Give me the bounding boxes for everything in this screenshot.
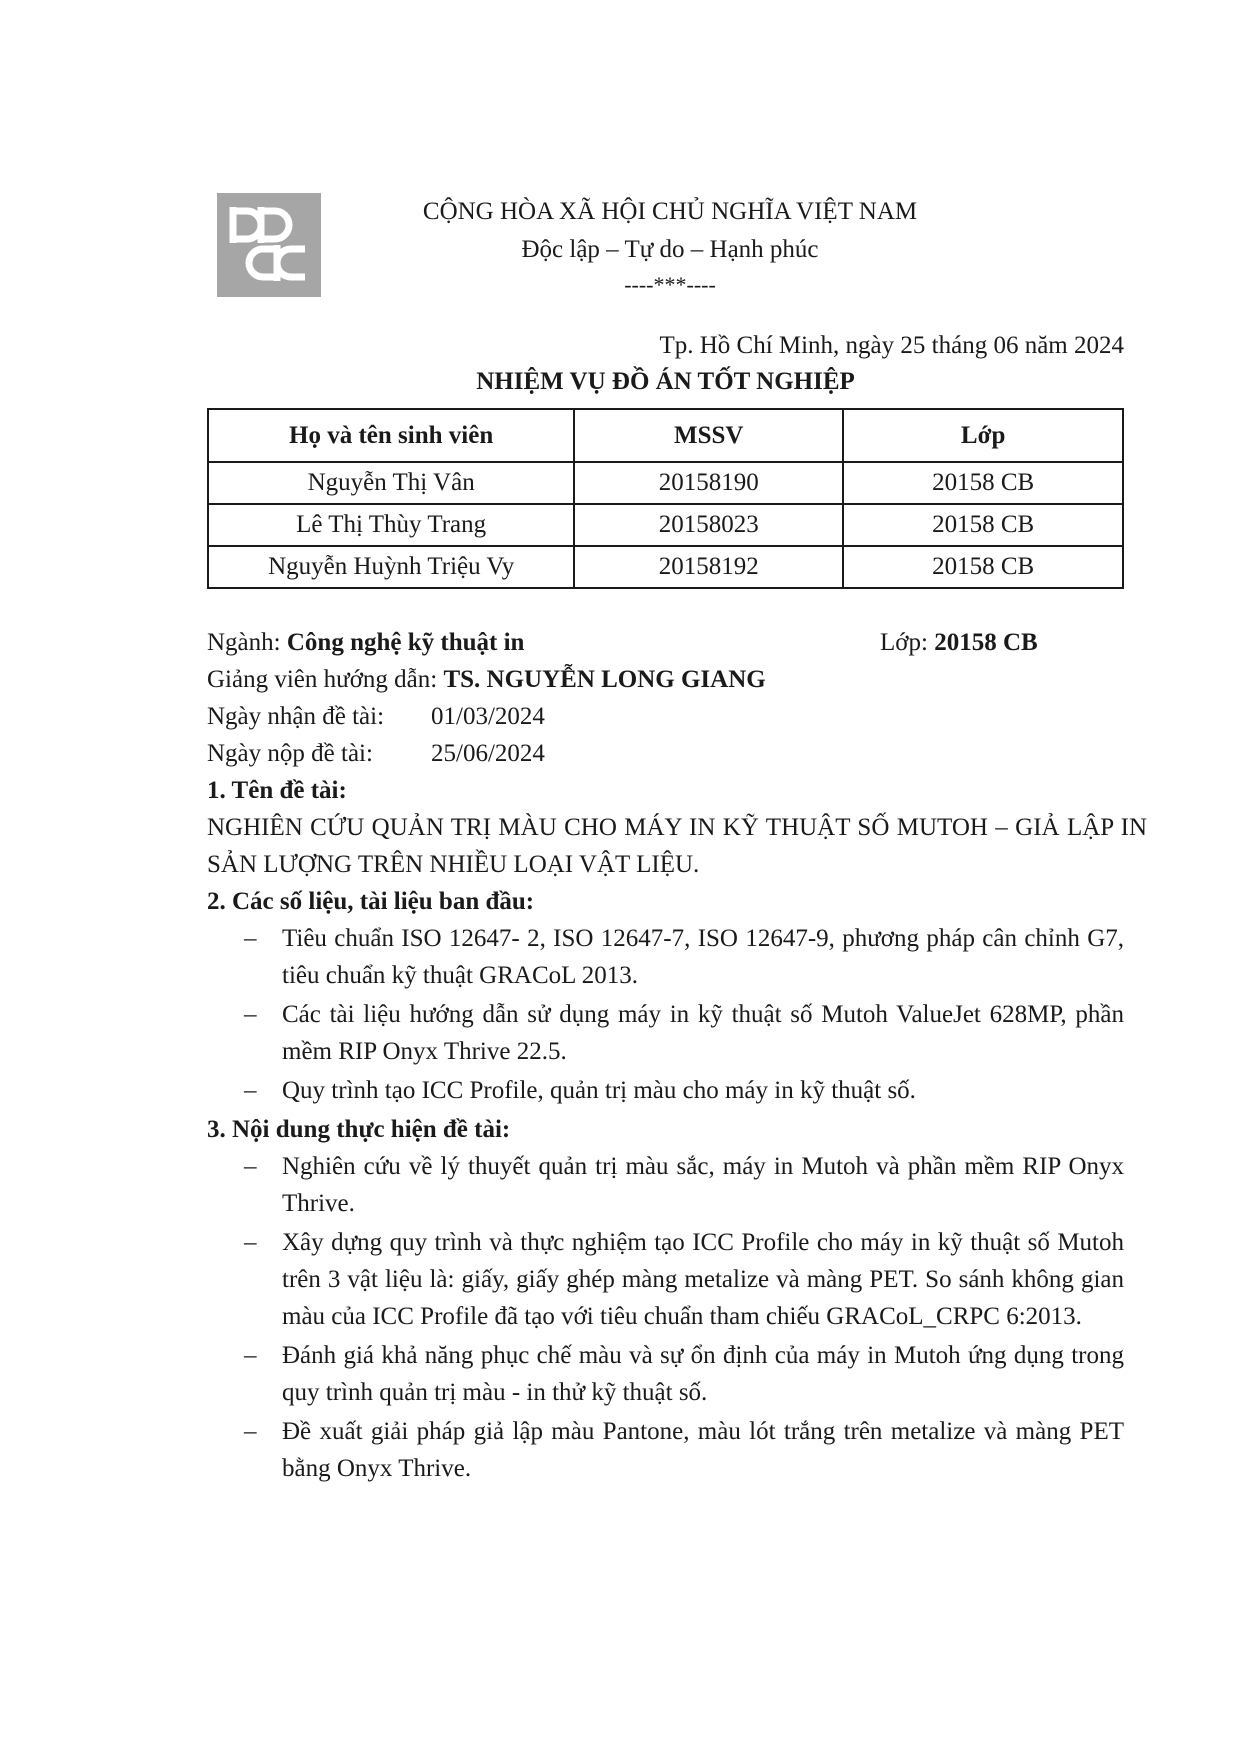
initial-data-list: [207, 920, 1147, 1109]
section-1-heading: 1. Tên đề tài:: [207, 777, 347, 804]
table-header-row: [208, 409, 1123, 462]
list-item: – Đề xuất giải pháp giả lập màu Pantone, màu lót trắng trên metalize và màng PET bằng Onyx Thrive.: [207, 1413, 1124, 1487]
national-motto: Độc lập – Tự do – Hạnh phúc: [521, 236, 819, 263]
header-separator: ----***----: [624, 272, 716, 297]
list-item: – Nghiên cứu về lý thuyết quản trị màu sắc, máy in Mutoh và phần mềm RIP Onyx Thrive.: [207, 1148, 1124, 1222]
submitted-label: Ngày nộp đề tài:: [207, 740, 373, 767]
major-value: Công nghệ kỹ thuật in: [286, 629, 525, 656]
advisor-name: TS. NGUYỄN LONG GIANG: [443, 666, 766, 693]
list-item: – Đánh giá khả năng phục chế màu và sự ổn định của máy in Mutoh ứng dụng trong quy trình quản trị màu - in thử kỹ thuật số.: [207, 1337, 1124, 1411]
country-name: CỘNG HÒA XÃ HỘI CHỦ NGHĨA VIỆT NAM: [422, 198, 918, 225]
section-3-heading: 3. Nội dung thực hiện đề tài:: [207, 1116, 511, 1143]
table-row: [208, 504, 1123, 546]
submitted-date-line: [207, 735, 1147, 772]
dash-bullet: –: [244, 1229, 257, 1256]
class-value: 20158 CB: [934, 629, 1038, 656]
header-student-name: Họ và tên sinh viên: [208, 409, 574, 462]
dash-bullet: –: [244, 925, 257, 952]
student-name: Nguyễn Thị Vân: [208, 462, 574, 504]
place-date: Tp. Hồ Chí Minh, ngày 25 tháng 06 năm 2024: [659, 332, 1124, 359]
received-date: 01/03/2024: [431, 703, 545, 730]
list-item: – Tiêu chuẩn ISO 12647- 2, ISO 12647-7, ISO 12647-9, phương pháp cân chỉnh G7, tiêu chuẩn kỹ thuật GRACoL 2013.: [207, 920, 1124, 994]
national-header: [370, 193, 970, 301]
student-id: 20158190: [574, 462, 843, 504]
topic-title: NGHIÊN CỨU QUẢN TRỊ MÀU CHO MÁY IN KỸ THUẬT SỐ MUTOH – GIẢ LẬP IN SẢN LƯỢNG TRÊN NHIỀU LOẠI VẬT LIỆU.: [207, 814, 1147, 878]
university-logo: [217, 193, 321, 297]
student-id: 20158023: [574, 504, 843, 546]
class-label: Lớp:: [880, 629, 935, 656]
student-class: 20158 CB: [843, 462, 1123, 504]
dash-bullet: –: [244, 1077, 257, 1104]
student-id: 20158192: [574, 546, 843, 588]
dash-bullet: –: [244, 1153, 257, 1180]
table-row: [208, 546, 1123, 588]
assignment-body: [207, 624, 1147, 1489]
student-table: [207, 408, 1124, 589]
major-line: [207, 624, 1147, 661]
header-student-id: MSSV: [574, 409, 843, 462]
submitted-date: 25/06/2024: [431, 740, 545, 767]
list-item: – Các tài liệu hướng dẫn sử dụng máy in kỹ thuật số Mutoh ValueJet 628MP, phần mềm RIP Onyx Thrive 22.5.: [207, 996, 1124, 1070]
table-row: [208, 462, 1123, 504]
student-name: Nguyễn Huỳnh Triệu Vy: [208, 546, 574, 588]
dash-bullet: –: [244, 1342, 257, 1369]
received-date-line: [207, 698, 1147, 735]
list-item: – Xây dựng quy trình và thực nghiệm tạo ICC Profile cho máy in kỹ thuật số Mutoh trên 3 vật liệu là: giấy, giấy ghép màng metalize và màng PET. So sánh không gian màu của ICC Profile đã tạo với tiêu chuẩn tham chiếu GRACoL_CRPC 6:2013.: [207, 1224, 1124, 1335]
content-list: [207, 1148, 1147, 1487]
student-class: 20158 CB: [843, 504, 1123, 546]
major-label: Ngành:: [207, 629, 287, 656]
student-class: 20158 CB: [843, 546, 1123, 588]
section-2-heading: 2. Các số liệu, tài liệu ban đầu:: [207, 888, 535, 915]
received-label: Ngày nhận đề tài:: [207, 703, 385, 730]
dash-bullet: –: [244, 1001, 257, 1028]
header-class: Lớp: [843, 409, 1123, 462]
class-line: [880, 624, 1038, 661]
document-title: NHIỆM VỤ ĐỒ ÁN TỐT NGHIỆP: [476, 368, 855, 395]
advisor-line: [207, 661, 1147, 698]
student-name: Lê Thị Thùy Trang: [208, 504, 574, 546]
dash-bullet: –: [244, 1418, 257, 1445]
advisor-label: Giảng viên hướng dẫn:: [207, 666, 444, 693]
list-item: – Quy trình tạo ICC Profile, quản trị màu cho máy in kỹ thuật số.: [207, 1072, 1124, 1109]
